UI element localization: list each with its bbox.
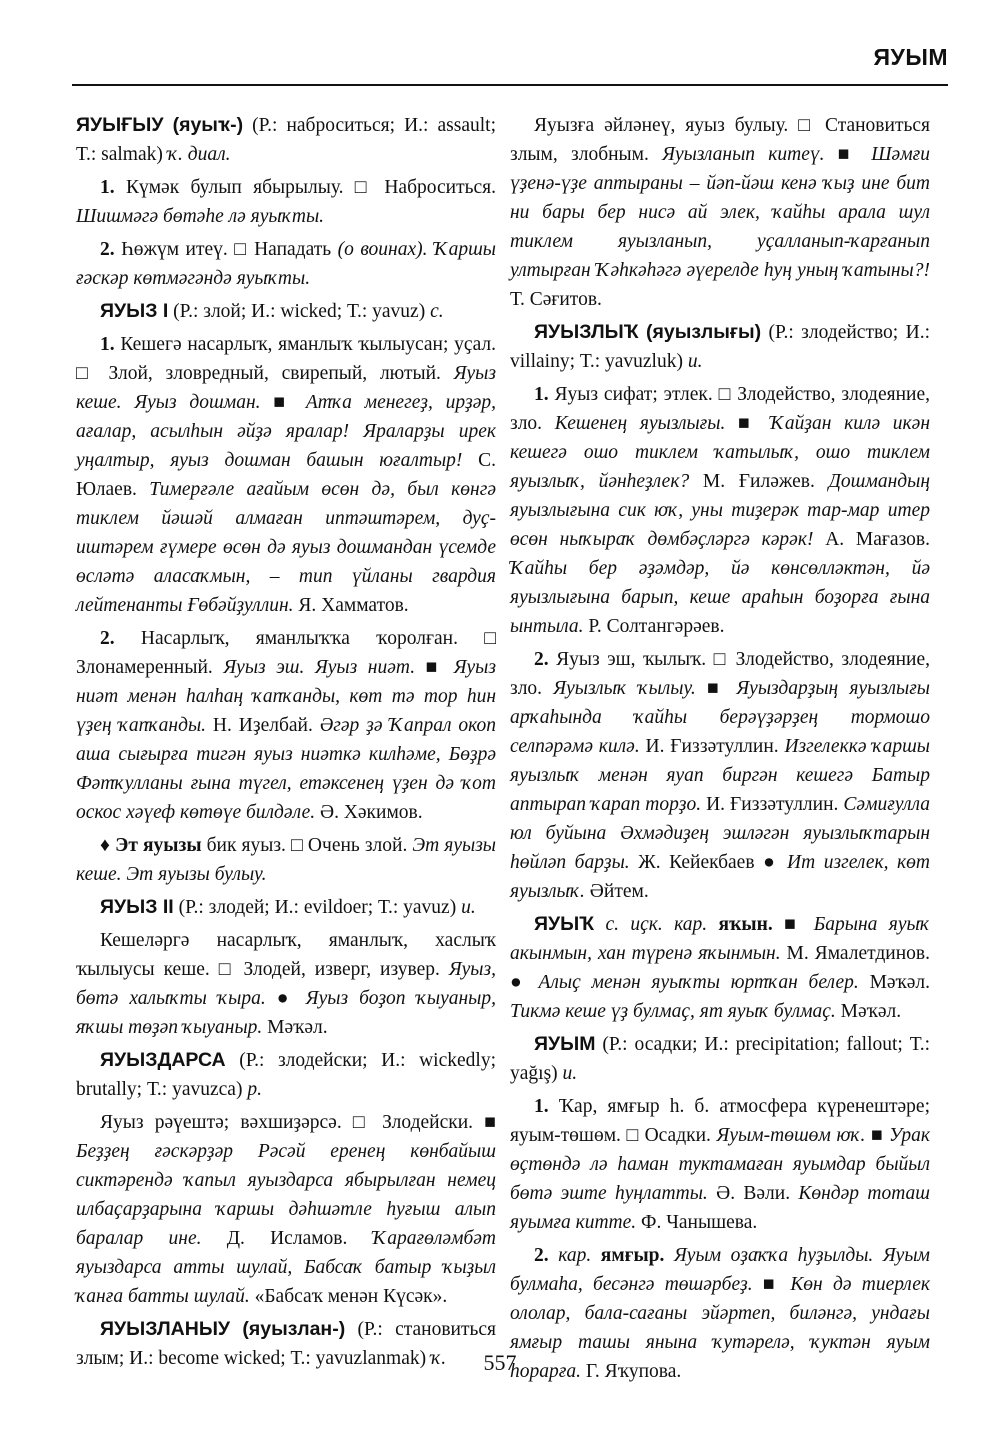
headword: ЯУЫЗ II bbox=[100, 896, 174, 918]
example: Атҡа менегеҙ, ирҙәр, ағалар, асылһын әйҙә яралар! Яраларҙы ирек уңалтыр, яуыз дошман башын юғалтыр! bbox=[76, 392, 497, 471]
headword: ЯУЫЗЛАНЫУ bbox=[100, 1318, 231, 1340]
entry-meta: (Р.: наброситься; И.: assault; Т.: salmak) bbox=[76, 115, 497, 165]
example: Яуыз боҙоп ҡыуаныр, яҡшы төҙәп ҡыуаныр. bbox=[76, 988, 497, 1038]
example: Яуыз, бөтә халыҡты ҡыра. bbox=[76, 959, 496, 1009]
example: Тикмә кеше үҙ булмаҫ, ят яуыҡ булмаҫ. bbox=[510, 1001, 836, 1022]
square-marker: ■ bbox=[260, 392, 306, 413]
grammar-label: и. bbox=[687, 351, 703, 372]
author: А. Мағазов. bbox=[813, 529, 930, 550]
example: Яуыздарҙың яуызлығы арҡаһында ҡайһы берәүҙәрҙең тормошо селпәрәмә килә. bbox=[510, 678, 931, 757]
right-column bbox=[510, 111, 930, 1390]
example: Әгәр ҙә Ҡапрал окоп аша сығырға тигән яуыз ниәткә килһәме, Бөҙрә Фәтҡулланы ғына түгел, етәксенең үҙен дә ҡот оскос хәүеф көтөүе билдәле. bbox=[76, 715, 497, 823]
author: Р. Солтангәрәев. bbox=[583, 616, 725, 637]
square-marker: ■ bbox=[772, 914, 814, 935]
example: Кешенең яуызлығы. bbox=[554, 413, 726, 434]
headword-form: (яуыҡ-) bbox=[172, 114, 244, 136]
example: Яуызланып китеү. bbox=[662, 144, 825, 165]
source: Мәҡәл. bbox=[858, 972, 930, 993]
example: Яуызлыҡ ҡылыу. bbox=[553, 678, 696, 699]
author: И. Ғиззәтуллин. bbox=[701, 794, 844, 815]
entry-yauyzdarsa bbox=[76, 1046, 496, 1104]
entry-yauyguyu bbox=[76, 111, 496, 169]
example: Барына яуыҡ акынмын, хан түренә яҡынмын. bbox=[510, 914, 930, 964]
entry-yauyz-1 bbox=[76, 297, 496, 326]
square-marker: ■ bbox=[415, 657, 454, 678]
definition: Һөжүм итеү. □ Нападать bbox=[114, 239, 338, 260]
example: Яуым оҙаҡҡа һуҙылды. Яуым булмаһа, бесәнгә төшәрбеҙ. bbox=[510, 1245, 930, 1295]
author: Ә. Вәли. bbox=[707, 1183, 799, 1204]
entry-yauyzlyk bbox=[510, 318, 930, 376]
sense-2 bbox=[76, 235, 496, 293]
grammar-label: р. bbox=[247, 1079, 262, 1100]
square-marker: ■ bbox=[824, 144, 872, 165]
author: Ә. Хәкимов. bbox=[315, 802, 423, 823]
sense-number: 1. bbox=[100, 177, 115, 198]
diamond-marker: ♦ bbox=[100, 835, 116, 856]
grammar-label: ҡ. bbox=[430, 1348, 447, 1369]
headword-form: (яуызлан-) bbox=[242, 1318, 346, 1340]
example: Ит изгелек, көт яуызлыҡ. bbox=[510, 852, 930, 902]
sense-1 bbox=[510, 1092, 930, 1237]
sense-1 bbox=[76, 173, 496, 231]
cross-reference: яҡын. bbox=[707, 914, 773, 935]
example: Ҡарағөләмбәт яуыздарса атты шулай, Бабсаҡ батыр ҡыҙыл ҡанға батты шулай. bbox=[76, 1228, 496, 1307]
phrase-entry bbox=[76, 831, 496, 889]
definition-block bbox=[76, 1108, 496, 1311]
cross-reference: ямғыр. bbox=[591, 1245, 665, 1266]
headword: ЯУЫЗДАРСА bbox=[100, 1049, 226, 1071]
grammar-label: и. bbox=[562, 1063, 578, 1084]
headword: ЯУЫМ bbox=[534, 1033, 596, 1055]
definition: Күмәк булып ябырылыу. □ Наброситься. bbox=[114, 177, 496, 198]
example: Сәмиғулла юл буйына Әхмәдиҙең эшләгән яуызлыҡтарын һөйләп барҙы. bbox=[510, 794, 930, 873]
author: Н. Иҙелбай. bbox=[206, 715, 320, 736]
author: С. Юлаев. bbox=[76, 450, 497, 500]
author: М. Ямалетдинов. bbox=[780, 943, 930, 964]
example: Яуым-төшөм юҡ. bbox=[716, 1125, 866, 1146]
author: Д. Исламов. bbox=[201, 1228, 373, 1249]
example: Изгелеккә ҡаршы яуызлыҡ менән яуап биргән кешегә Батыр аптырап ҡарап торҙо. bbox=[510, 736, 930, 815]
author: Ж. Кейекбаев bbox=[629, 852, 764, 873]
example: Ҡаршы ғәскәр көтмәгәндә яуыҡты. bbox=[76, 239, 496, 289]
header-rule bbox=[72, 84, 948, 86]
entry-yauyz-2 bbox=[76, 893, 496, 922]
source: Мәҡәл. bbox=[835, 1001, 902, 1022]
sense-number: 2. bbox=[100, 628, 115, 649]
example: Шәмғи үҙенә-үҙе аптыраны – йәп-йәш кенә ҡыҙ ине бит ни бары бер нисә ай элек, ҡайһы арала шул тиклем яуызланып, уҫалланып-ҡарғанып ултырған Ҡәһкәһәгә әүерелде һуң уның ҡатыны?! bbox=[510, 144, 931, 281]
author: Ф. Чанышева. bbox=[636, 1212, 758, 1233]
phrase: Эт яуызы bbox=[115, 835, 202, 856]
sense-number: 2. bbox=[100, 239, 115, 260]
source: «Бабсаҡ менән Күсәк». bbox=[249, 1286, 448, 1307]
sense-2 bbox=[76, 624, 496, 827]
example: Эт яуызы кеше. Эт яуызы булыу. bbox=[76, 835, 497, 885]
sense-number: 2. bbox=[534, 649, 549, 670]
sense-number: 1. bbox=[534, 384, 549, 405]
grammar-label: с. иҫк. кар. bbox=[594, 914, 708, 935]
author: Мәҡәл. bbox=[262, 1017, 328, 1038]
page-number: 557 bbox=[483, 1350, 517, 1375]
entry-meta: (Р.: становиться злым; И.: become wicked; Т.: yavuzlanmak) bbox=[76, 1319, 497, 1369]
example: Ҡайһы бер әҙәмдәр, йә көнсөлләктән, йә яуызлығына барып, кеше араһын боҙорға ғына ынтыла. bbox=[510, 558, 930, 637]
definition-block bbox=[510, 111, 930, 314]
sense-2 bbox=[510, 645, 930, 906]
entry-yauym bbox=[510, 1030, 930, 1088]
sense-1 bbox=[76, 330, 496, 620]
usage-note: (о воинах). bbox=[337, 239, 428, 260]
sense-number: 1. bbox=[534, 1096, 549, 1117]
example: Алыҫ менән яуыҡты юртҡан белер. bbox=[538, 972, 859, 993]
entry-meta: (Р.: злодейство; И.: villainy; Т.: yavuzluk) bbox=[510, 322, 931, 372]
definition: Яуыз эш, ҡылыҡ. □ Злодейство, злодеяние, зло. bbox=[510, 649, 930, 699]
author: Г. Яҡупова. bbox=[580, 1361, 682, 1382]
example: Беҙҙең ғәскәрҙәр Рәсәй еренең көнбайыш сиктәрендә ҡапыл яуыздарса ябырылған немец илбаҫарҙарына ҡаршы дәһшәтле һуғыш алып баралар ине. bbox=[76, 1141, 496, 1249]
example: Яуыз кеше. Яуыз дошман. bbox=[76, 363, 496, 413]
author: М. Ғиләжев. bbox=[689, 471, 829, 492]
grammar-label: с. bbox=[430, 301, 444, 322]
dot-marker: ● bbox=[763, 852, 788, 873]
example: Шишмәгә бөтәһе лә яуыҡты. bbox=[76, 206, 325, 227]
example: Көн дә тиерлек ололар, бала-сағаны эйәртеп, биләнгә, ундағы ямғыр ташы янына ҡутәрелә, ҡуктән яуым һорарға. bbox=[510, 1274, 931, 1382]
example: Яуыз эш. Яуыз ниәт. bbox=[223, 657, 416, 678]
grammar-label: кар. bbox=[548, 1245, 592, 1266]
example: Көндәр тоташ яуымға китте. bbox=[510, 1183, 930, 1233]
example: Тимерғәле ағайым өсөн дә, был көнгә тиклем йәшәй алмаған иптәштәрем, дуҫ-иштәрем ғүмере өсөн дә яуыз дошмандан үсемде өсләтә аласаҡмын, – тип үйланы гвардия лейтенанты Ғөбәйҙуллин. bbox=[76, 479, 496, 616]
headword-form: (яуызлығы) bbox=[646, 321, 762, 343]
entry-meta: (Р.: осадки; И.: precipitation; fallout; Т.: yağış) bbox=[510, 1034, 930, 1084]
definition: Насарлыҡ, яманлыҡҡа ҡоролған. □ Злонамеренный. bbox=[76, 628, 496, 678]
definition: Яуыз рәүештә; вәхшиҙәрсә. □ Злодейски. bbox=[100, 1112, 485, 1133]
definition: Кешегә насарлыҡ, яманлыҡ ҡылыусан; уҫал. □ Злой, зловредный, свирепый, лютый. bbox=[76, 334, 496, 384]
sense-1 bbox=[510, 380, 930, 641]
grammar-label: и. bbox=[461, 897, 476, 918]
definition: Кешеләргә насарлыҡ, яманлыҡ, хаслыҡ ҡылыусы кеше. □ Злодей, изверг, изувер. bbox=[76, 930, 496, 980]
example: Яуыз ниәт менән һалһаң ҡапҡанды, көт тә тор һин үҙең ҡапҡанды. bbox=[76, 657, 496, 736]
running-head: ЯУЫМ bbox=[873, 44, 948, 70]
square-marker: ■ bbox=[865, 1125, 890, 1146]
entry-meta: (Р.: злодейски; И.: wickedly; brutally; Т.: yavuzca) bbox=[76, 1050, 496, 1100]
example: Дошмандың яуызлығына сик юҡ, уны тиҙерәк тар-мар итер өсөн ныҡыраҡ дөмбәҫләргә кәрәк! bbox=[510, 471, 930, 550]
headword: ЯУЫҠ bbox=[534, 913, 595, 935]
example: Ҡайҙан килә икән кешегә ошо тиклем ҡатылыҡ, ошо тиклем яуызлыҡ, йәнһеҙлек? bbox=[510, 413, 930, 492]
square-marker: ■ bbox=[752, 1274, 791, 1295]
definition-block bbox=[76, 926, 496, 1042]
dot-marker: ● bbox=[265, 988, 306, 1009]
headword: ЯУЫҒЫУ bbox=[76, 114, 164, 136]
sense-number: 2. bbox=[534, 1245, 549, 1266]
square-marker: ■ bbox=[725, 413, 771, 434]
square-marker: ■ bbox=[695, 678, 737, 699]
square-marker: ■ bbox=[484, 1112, 496, 1133]
example: Урак өҫтөндә лә һаман туктамаған яуымдар быйыл бөтә эште һуңлатты. bbox=[510, 1125, 930, 1204]
source: Әйтем. bbox=[584, 881, 649, 902]
entry-meta: (Р.: злодей; И.: evildoer; Т.: yavuz) bbox=[173, 897, 462, 918]
dot-marker: ● bbox=[510, 972, 539, 993]
headword: ЯУЫЗ I bbox=[100, 300, 169, 322]
author: Я. Хамматов. bbox=[293, 595, 409, 616]
definition: Яуызға әйләнеү, яуыз булыу. □ Становиться злым, злобным. bbox=[510, 115, 930, 165]
entry-yauyk bbox=[510, 910, 930, 1026]
grammar-label: ҡ. диал. bbox=[167, 144, 231, 165]
headword: ЯУЫЗЛЫҠ bbox=[534, 321, 639, 343]
entry-meta: (Р.: злой; И.: wicked; Т.: yavuz) bbox=[168, 301, 431, 322]
definition: Яуыз сифат; этлек. □ Злодейство, злодеяние, зло. bbox=[510, 384, 930, 434]
author: Т. Сәғитов. bbox=[510, 289, 602, 310]
author: И. Ғиззәтуллин. bbox=[639, 736, 785, 757]
definition: бик яуыз. □ Очень злой. bbox=[201, 835, 413, 856]
definition: Ҡар, ямғыр һ. б. атмосфера күренештәре; яуым-төшөм. □ Осадки. bbox=[510, 1096, 930, 1146]
sense-number: 1. bbox=[100, 334, 115, 355]
left-column bbox=[76, 111, 496, 1377]
